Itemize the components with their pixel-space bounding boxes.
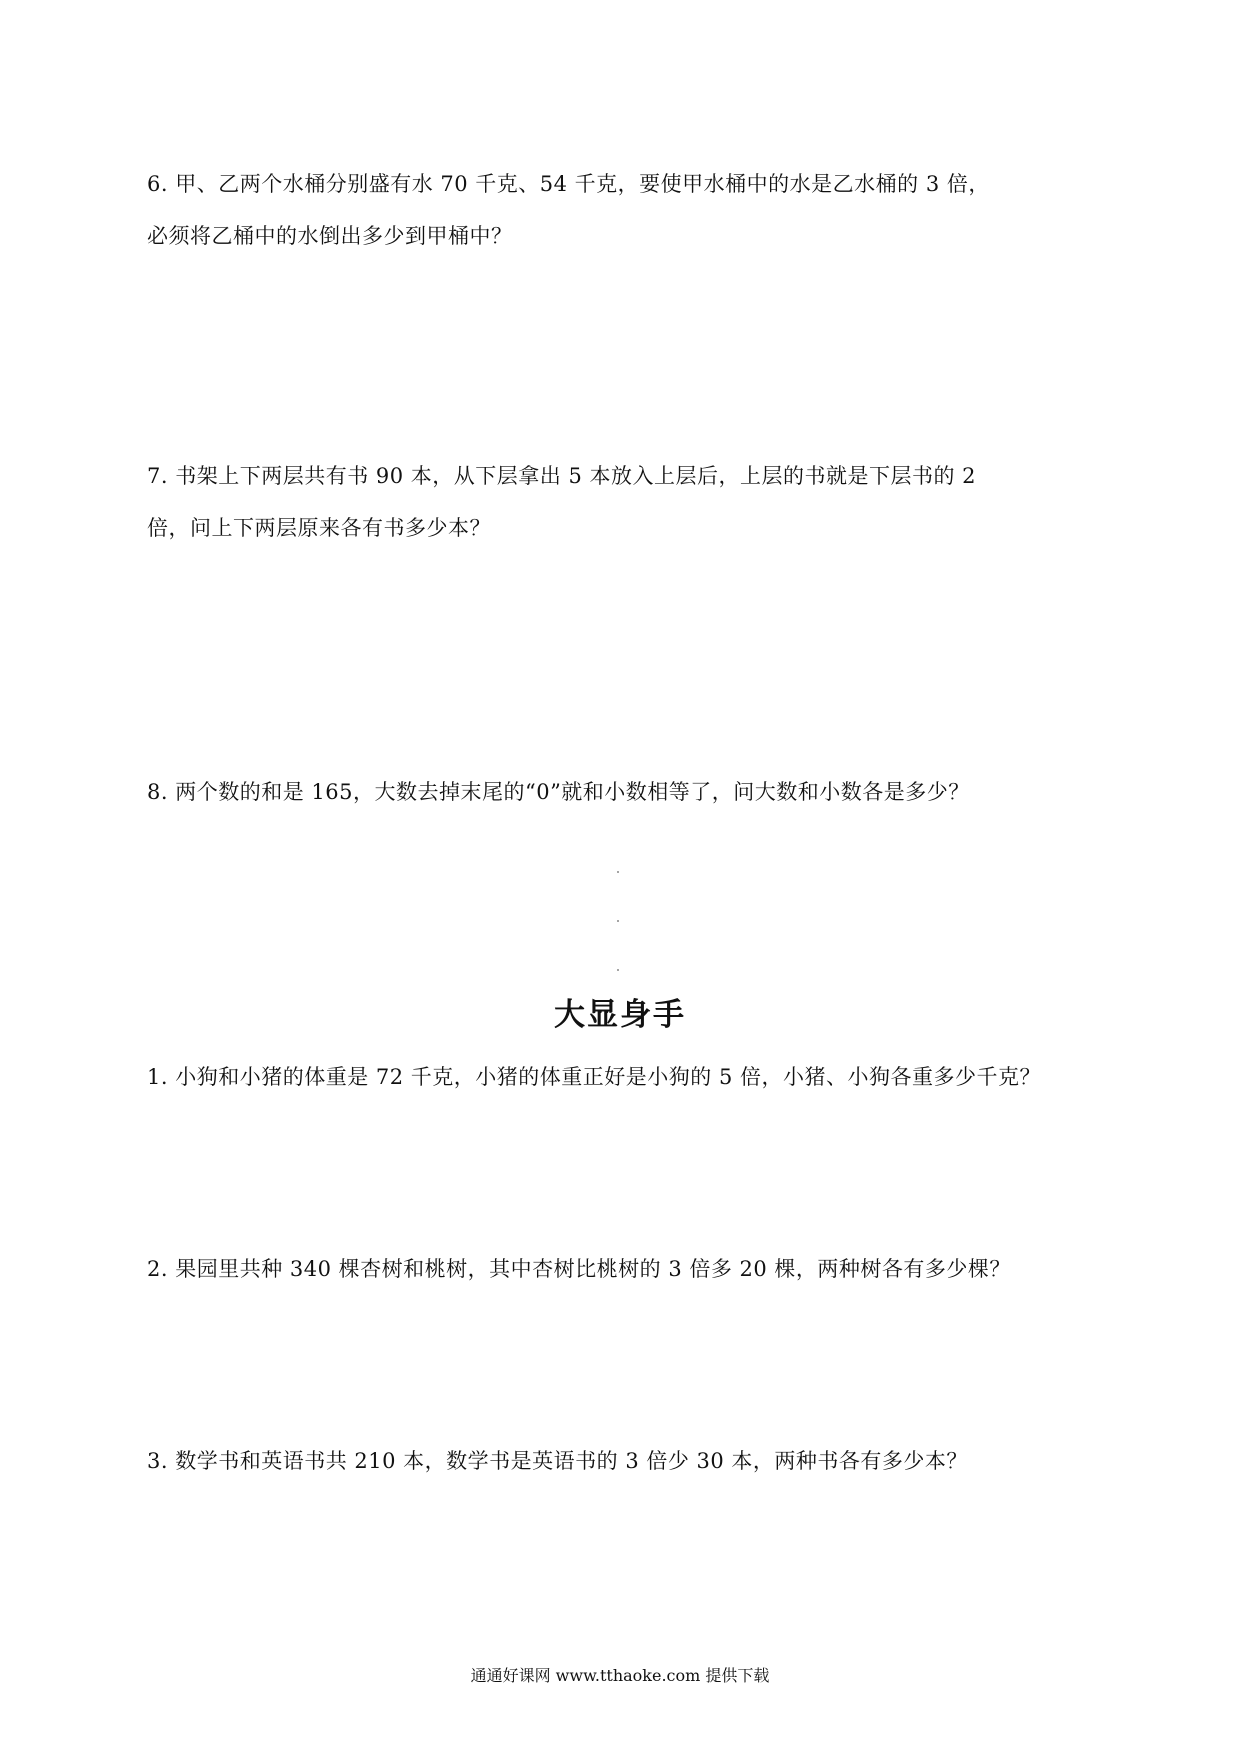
problem-7-line-1: 7. 书架上下两层共有书 90 本，从下层拿出 5 本放入上层后，上层的书就是下层书的 2 bbox=[147, 464, 977, 488]
problem-6-line-2: 必须将乙桶中的水倒出多少到甲桶中？ bbox=[147, 224, 513, 248]
footer-text: 通通好课网 www.tthaoke.com 提供下载 bbox=[470, 1666, 770, 1685]
problem-8-line-1: 8. 两个数的和是 165，大数去掉末尾的“0”就和小数相等了，问大数和小数各是多少？ bbox=[147, 780, 970, 804]
separator-dot bbox=[617, 920, 619, 922]
separator-dot bbox=[617, 969, 619, 971]
separator-dot bbox=[617, 871, 619, 873]
section-item-2: 2. 果园里共种 340 棵杏树和桃树，其中杏树比桃树的 3 倍多 20 棵，两种树各有多少棵？ bbox=[147, 1257, 1011, 1281]
problem-7-line-2: 倍，问上下两层原来各有书多少本？ bbox=[147, 516, 491, 540]
section-item-1: 1. 小狗和小猪的体重是 72 千克，小猪的体重正好是小狗的 5 倍，小猪、小狗各重多少千克？ bbox=[147, 1065, 1041, 1089]
section-item-3: 3. 数学书和英语书共 210 本，数学书是英语书的 3 倍少 30 本，两种书各有多少本？ bbox=[147, 1449, 968, 1473]
section-title: 大显身手 bbox=[554, 997, 686, 1033]
problem-6-line-1: 6. 甲、乙两个水桶分别盛有水 70 千克、54 千克，要使甲水桶中的水是乙水桶的 3 倍， bbox=[147, 172, 990, 196]
